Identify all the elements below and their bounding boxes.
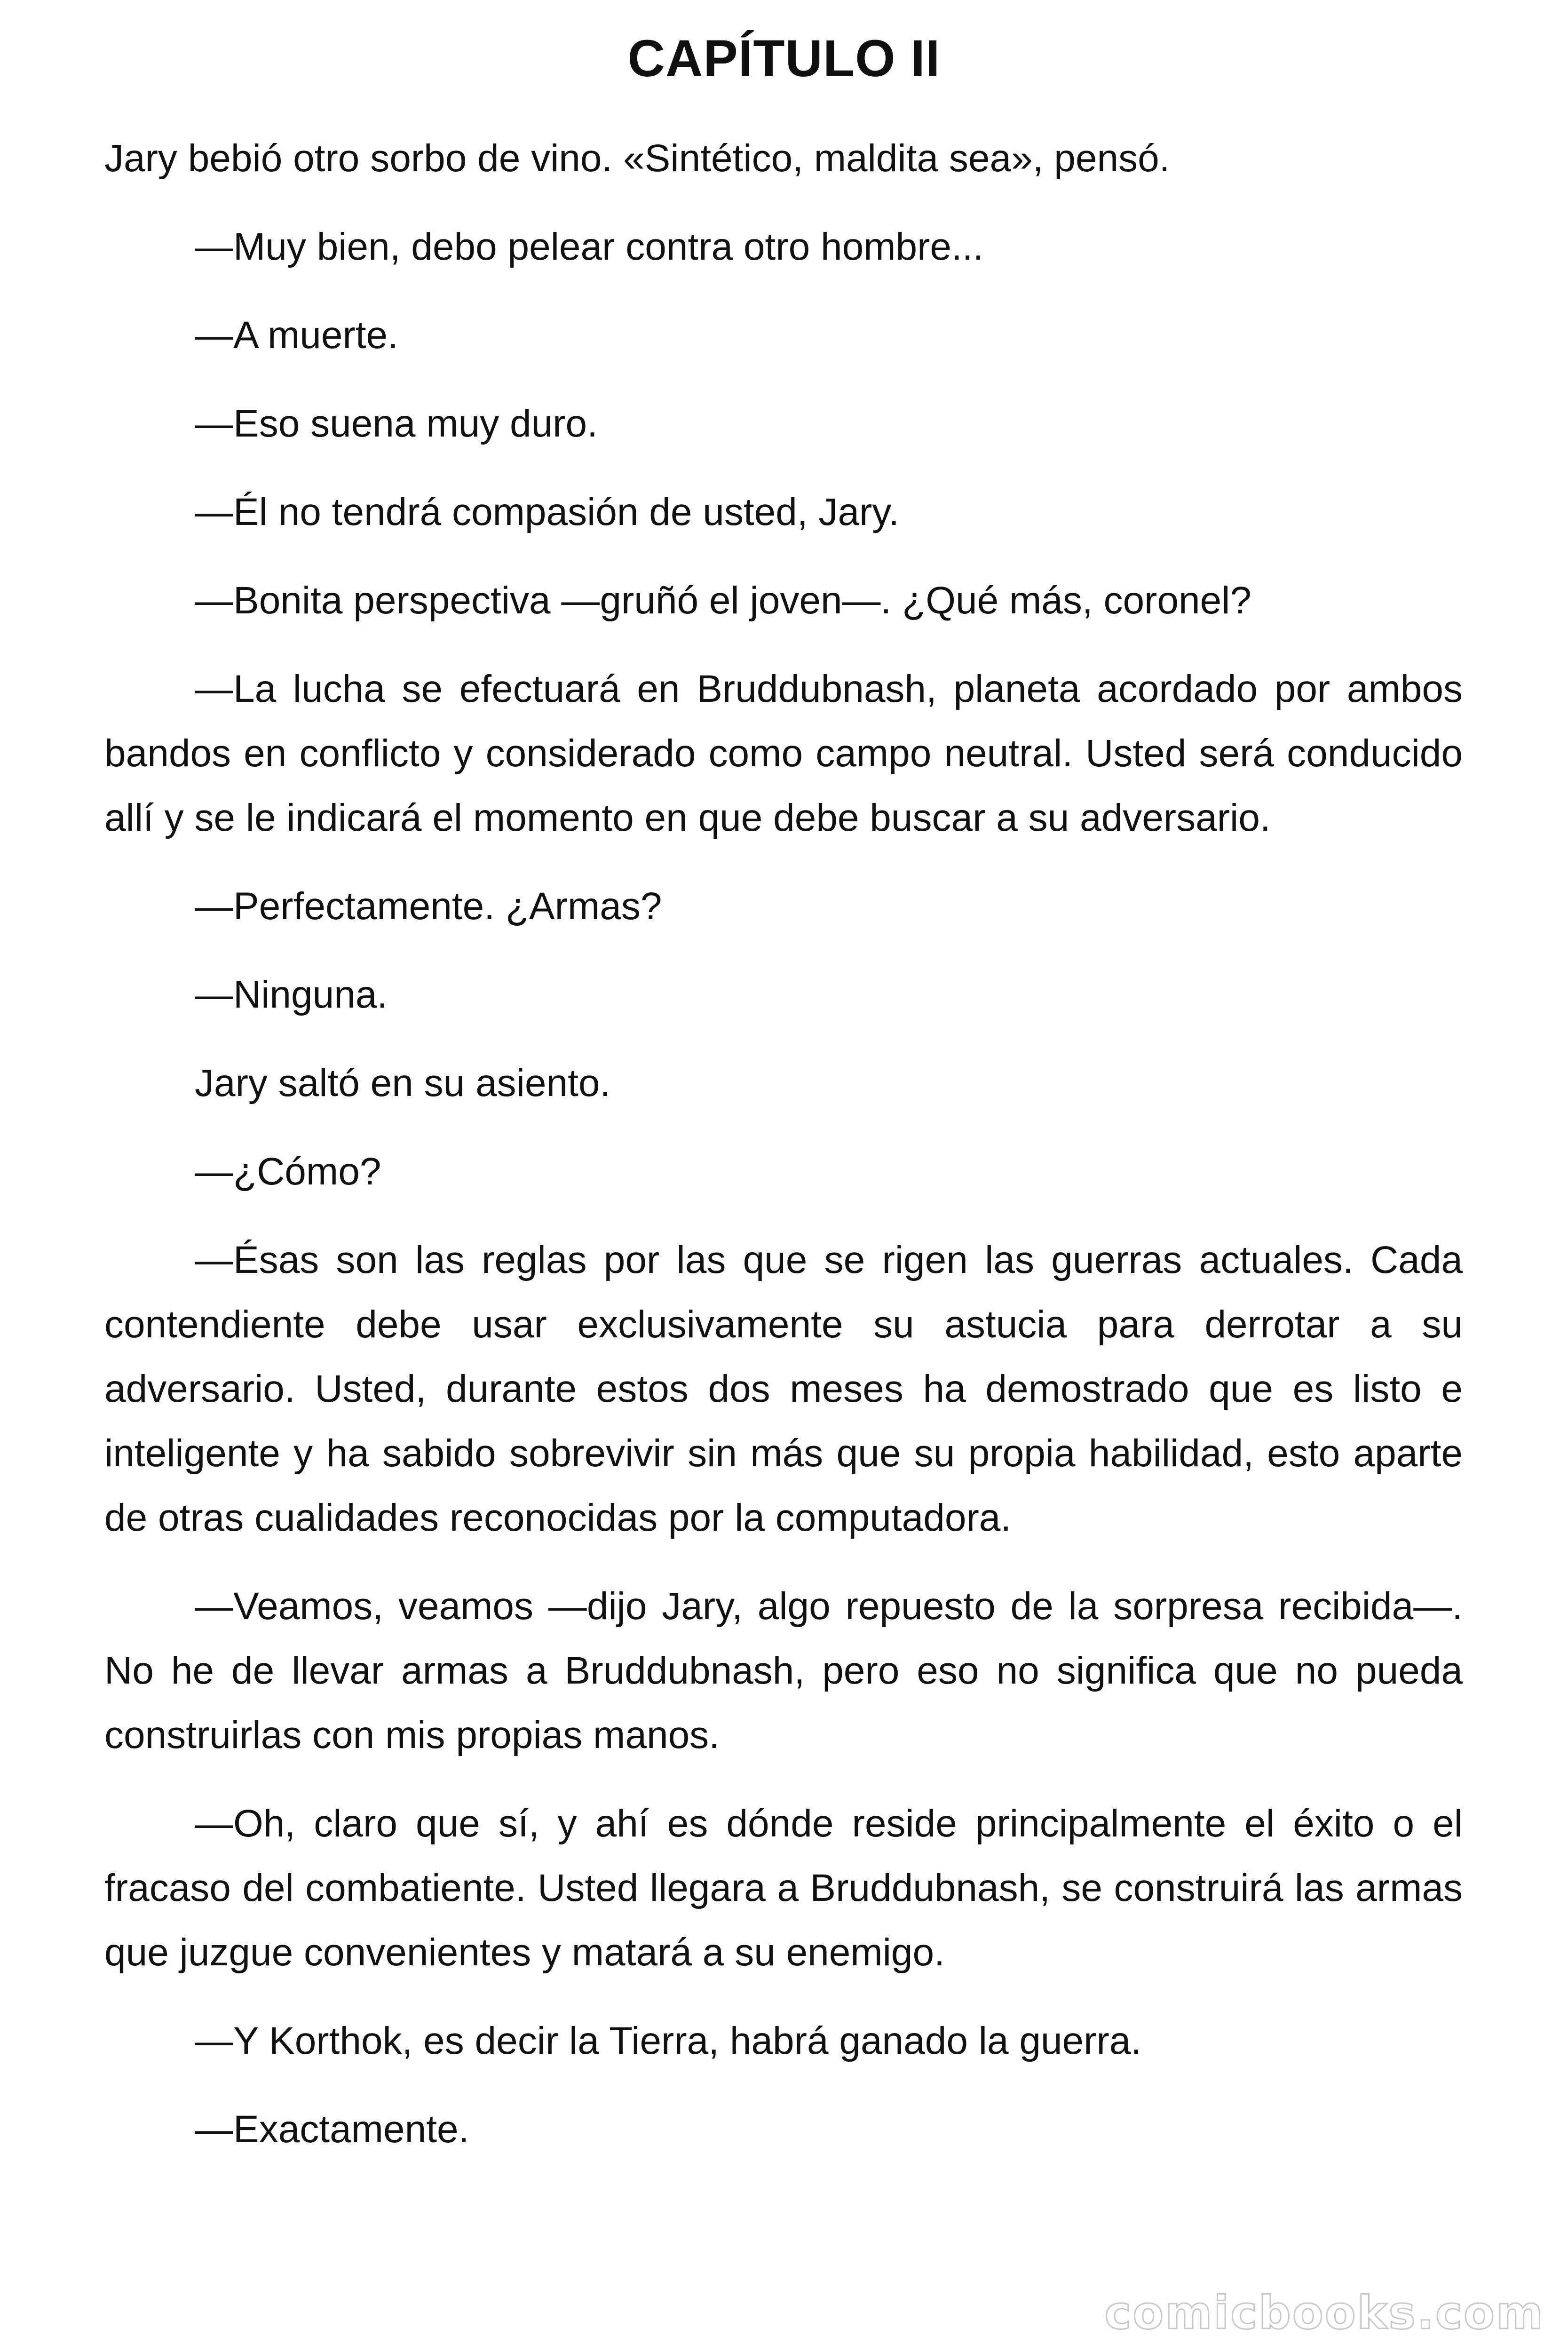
paragraph: —A muerte.	[195, 314, 398, 357]
watermark: comicbooks.com	[1104, 2287, 1544, 2339]
paragraph: —Ninguna.	[195, 973, 388, 1016]
paragraph: —Bonita perspectiva —gruñó el joven—. ¿Qué más, coronel?	[195, 579, 1251, 622]
paragraph: —Él no tendrá compasión de usted, Jary.	[195, 491, 900, 533]
chapter-body	[104, 126, 1463, 2161]
paragraph: —Exactamente.	[195, 2108, 469, 2151]
paragraph: —Oh, claro que sí, y ahí es dónde reside principalmente el éxito o el fracaso del combatiente. Usted llegara a Bruddubnash, se construirá las armas que juzgue convenientes y matará a su enemigo.	[104, 1802, 1463, 1974]
paragraph: —Muy bien, debo pelear contra otro hombre...	[195, 225, 984, 268]
paragraph: —¿Cómo?	[195, 1150, 381, 1193]
paragraph: —Veamos, veamos —dijo Jary, algo repuesto de la sorpresa recibida—. No he de llevar armas a Bruddubnash, pero eso no significa que no pueda construirlas con mis propias manos.	[104, 1585, 1463, 1756]
chapter-title: CAPÍTULO II	[627, 30, 941, 87]
paragraph: —Y Korthok, es decir la Tierra, habrá ganado la guerra.	[195, 2019, 1142, 2062]
paragraph: —Perfectamente. ¿Armas?	[195, 885, 662, 928]
paragraph: —Eso suena muy duro.	[195, 402, 598, 445]
paragraph: —La lucha se efectuará en Bruddubnash, planeta acordado por ambos bandos en conflicto y considerado como campo neutral. Usted será conducido allí y se le indicará el momento en que debe buscar a su adversario.	[104, 667, 1463, 839]
paragraph: —Ésas son las reglas por las que se rigen las guerras actuales. Cada contendiente debe usar exclusivamente su astucia para derrotar a su adversario. Usted, durante estos dos meses ha demostrado que es listo e inteligente y ha sabido sobrevivir sin más que su propia habilidad, esto aparte de otras cualidades reconocidas por la computadora.	[104, 1239, 1463, 1539]
paragraph: Jary saltó en su asiento.	[195, 1062, 611, 1104]
paragraph: Jary bebió otro sorbo de vino. «Sintético, maldita sea», pensó.	[104, 137, 1170, 180]
